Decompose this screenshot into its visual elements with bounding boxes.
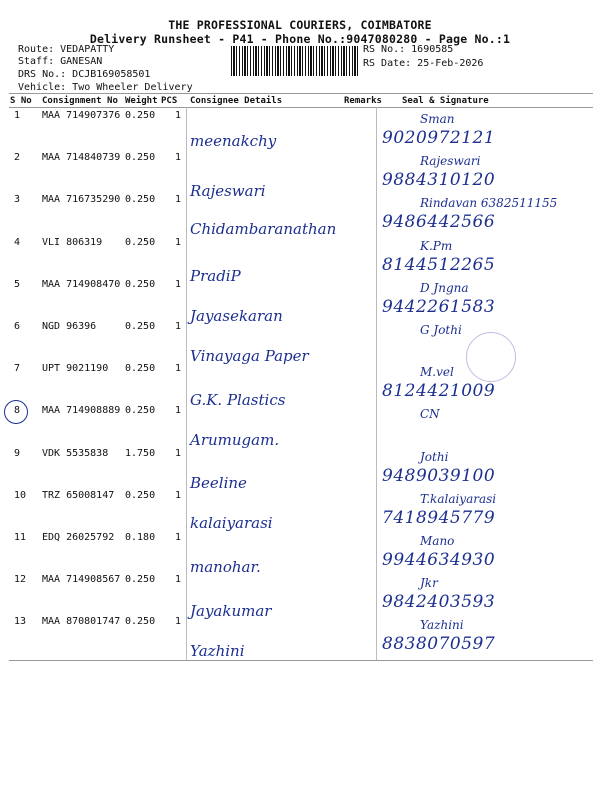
row-weight: 0.250	[125, 363, 156, 374]
consignee-name-handwritten: kalaiyarasi	[190, 514, 273, 532]
row-weight: 0.180	[125, 532, 156, 543]
vehicle-label: Vehicle: Two Wheeler Delivery	[18, 82, 193, 93]
receiver-signature: K.Pm	[420, 239, 453, 253]
receiver-signature: CN	[420, 407, 440, 421]
row-pcs: 1	[175, 574, 182, 585]
receiver-signature: Mano	[420, 534, 455, 548]
row-sno: 4	[14, 237, 21, 248]
remarks-column-line	[376, 107, 377, 660]
consignee-name-handwritten: G.K. Plastics	[190, 391, 286, 409]
receiver-phone-handwritten: 9442261583	[382, 297, 496, 317]
row-consignment-no: MAA 714908889	[42, 405, 121, 416]
col-weight: Weight	[125, 96, 158, 106]
row-pcs: 1	[175, 279, 182, 290]
row-weight: 1.750	[125, 448, 156, 459]
receiver-signature: Rindavan 6382511155	[420, 196, 558, 210]
row-pcs: 1	[175, 194, 182, 205]
row-sno: 12	[14, 574, 27, 585]
rs-date: RS Date: 25-Feb-2026	[363, 58, 484, 69]
consignee-name-handwritten: meenakchy	[190, 132, 277, 150]
row-sno: 5	[14, 279, 21, 290]
row-pcs: 1	[175, 405, 182, 416]
receiver-signature: Jkr	[420, 576, 438, 590]
runsheet-subtitle: Delivery Runsheet - P41 - Phone No.:9047080280 - Page No.:1	[89, 32, 511, 46]
row-consignment-no: NGD 96396	[42, 321, 97, 332]
row-sno: 11	[14, 532, 27, 543]
consignee-name-handwritten: Yazhini	[190, 642, 245, 660]
row-pcs: 1	[175, 110, 182, 121]
consignee-name-handwritten: Jayasekaran	[190, 307, 283, 325]
receiver-phone-handwritten: 9884310120	[382, 170, 496, 190]
company-title: THE PROFESSIONAL COURIERS, COIMBATORE	[168, 18, 432, 32]
col-sno: S No	[10, 96, 32, 106]
row-weight: 0.250	[125, 616, 156, 627]
receiver-signature: Jothi	[420, 450, 449, 464]
consignee-name-handwritten: manohar.	[190, 558, 261, 576]
row-pcs: 1	[175, 616, 182, 627]
col-remarks: Remarks	[344, 96, 382, 106]
row-sno: 2	[14, 152, 21, 163]
receiver-phone-handwritten: 7418945779	[382, 508, 496, 528]
receiver-phone-handwritten: 9486442566	[382, 212, 496, 232]
col-consignee: Consignee Details	[190, 96, 283, 106]
row-weight: 0.250	[125, 194, 156, 205]
row-weight: 0.250	[125, 574, 156, 585]
receiver-phone-handwritten: 8838070597	[382, 634, 496, 654]
row-pcs: 1	[175, 321, 182, 332]
row-weight: 0.250	[125, 152, 156, 163]
receiver-signature: M.vel	[420, 365, 454, 379]
row-weight: 0.250	[125, 110, 156, 121]
row-weight: 0.250	[125, 237, 156, 248]
consignee-name-handwritten: Arumugam.	[190, 431, 280, 449]
receiver-signature: G Jothi	[420, 323, 462, 337]
row-consignment-no: VDK 5535838	[42, 448, 109, 459]
row-sno: 9	[14, 448, 21, 459]
rs-number: RS No.: 1690585	[363, 44, 454, 55]
row-pcs: 1	[175, 152, 182, 163]
row-consignment-no: MAA 714840739	[42, 152, 121, 163]
row-weight: 0.250	[125, 321, 156, 332]
row-sno: 1	[14, 110, 21, 121]
col-pcs: PCS	[161, 96, 178, 106]
consignee-name-handwritten: Beeline	[190, 474, 247, 492]
row-sno: 13	[14, 616, 27, 627]
row-sno: 6	[14, 321, 21, 332]
receiver-signature: Yazhini	[420, 618, 464, 632]
row-consignment-no: MAA 714908567	[42, 574, 121, 585]
receiver-signature: D Jngna	[420, 281, 469, 295]
row-consignment-no: MAA 714908470	[42, 279, 121, 290]
row-weight: 0.250	[125, 405, 156, 416]
row-pcs: 1	[175, 237, 182, 248]
receiver-phone-handwritten: 9020972121	[382, 128, 496, 148]
row-sno: 10	[14, 490, 27, 501]
consignee-name-handwritten: Vinayaga Paper	[190, 347, 309, 365]
barcode	[231, 46, 359, 76]
row-consignment-no: EDQ 26025792	[42, 532, 115, 543]
row-sno: 8	[14, 405, 21, 416]
row-pcs: 1	[175, 363, 182, 374]
row-weight: 0.250	[125, 490, 156, 501]
row-consignment-no: MAA 716735290	[42, 194, 121, 205]
row-consignment-no: MAA 870801747	[42, 616, 121, 627]
row-consignment-no: VLI 806319	[42, 237, 103, 248]
row-weight: 0.250	[125, 279, 156, 290]
route-label: Route: VEDAPATTY	[18, 44, 115, 55]
header-rule-bottom	[9, 107, 593, 108]
receiver-phone-handwritten: 8144512265	[382, 255, 496, 275]
receiver-phone-handwritten: 9842403593	[382, 592, 496, 612]
col-seal: Seal & Signature	[402, 96, 489, 106]
consignee-name-handwritten: Rajeswari	[190, 182, 266, 200]
receiver-phone-handwritten: 8124421009	[382, 381, 496, 401]
consignee-name-handwritten: Chidambaranathan	[190, 220, 337, 238]
header-rule-top	[9, 93, 593, 94]
receiver-signature: Rajeswari	[420, 154, 481, 168]
row-pcs: 1	[175, 532, 182, 543]
stamp-seal	[466, 332, 516, 382]
row-pcs: 1	[175, 490, 182, 501]
row-pcs: 1	[175, 448, 182, 459]
receiver-signature: Sman	[420, 112, 455, 126]
row-consignment-no: MAA 714907376	[42, 110, 121, 121]
row-consignment-no: TRZ 65008147	[42, 490, 115, 501]
row-consignment-no: UPT 9021190	[42, 363, 109, 374]
staff-label: Staff: GANESAN	[18, 56, 103, 67]
receiver-phone-handwritten: 9944634930	[382, 550, 496, 570]
table-bottom-rule	[9, 660, 593, 661]
row-sno: 3	[14, 194, 21, 205]
consignee-column-line	[186, 107, 187, 660]
receiver-signature: T.kalaiyarasi	[420, 492, 497, 506]
receiver-phone-handwritten: 9489039100	[382, 466, 496, 486]
drs-label: DRS No.: DCJB169058501	[18, 69, 151, 80]
consignee-name-handwritten: PradiP	[190, 267, 241, 285]
row-sno: 7	[14, 363, 21, 374]
col-consignment: Consignment No	[42, 96, 118, 106]
row-8-circle-mark	[4, 400, 28, 424]
consignee-name-handwritten: Jayakumar	[190, 602, 272, 620]
